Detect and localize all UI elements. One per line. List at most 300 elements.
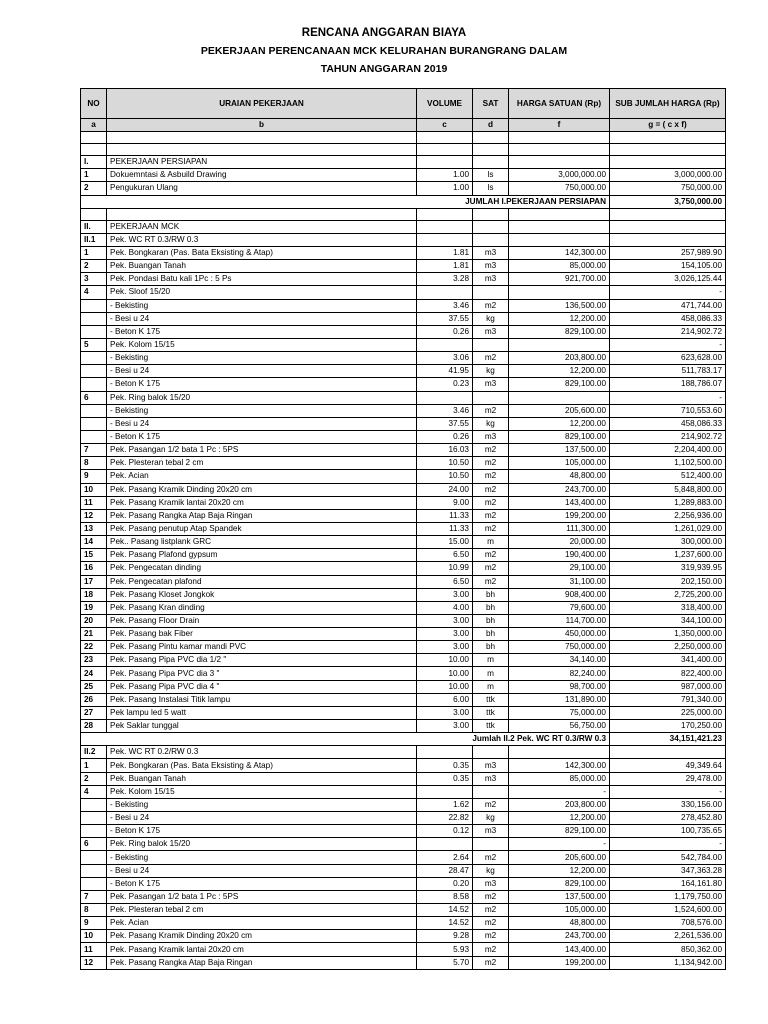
budget-table <box>80 88 726 970</box>
col-key: c <box>417 119 473 132</box>
cell-sub-jumlah: 822,400.00 <box>610 667 726 680</box>
cell-volume: 9.28 <box>417 930 473 943</box>
cell-sub-jumlah: 319,939.95 <box>610 562 726 575</box>
cell-volume: 11.33 <box>417 509 473 522</box>
cell-volume <box>417 233 473 246</box>
cell-uraian: Pek. Pengecatan dinding <box>107 562 417 575</box>
cell-sat <box>473 156 509 169</box>
table-row <box>81 628 726 641</box>
blank-row <box>81 208 726 220</box>
cell-harga-satuan: 829,100.00 <box>509 825 610 838</box>
table-row <box>81 325 726 338</box>
empty-cell <box>417 132 473 144</box>
cell-uraian: Pek. Pasang Pipa PVC dia 1/2 " <box>107 654 417 667</box>
cell-uraian: Pek. Pasang bak Fiber <box>107 628 417 641</box>
cell-sub-jumlah: 225,000.00 <box>610 706 726 719</box>
cell-sat: m2 <box>473 930 509 943</box>
cell-no: II.1 <box>81 233 107 246</box>
cell-uraian: Pek lampu led 5 watt <box>107 706 417 719</box>
cell-sub-jumlah: 29,478.00 <box>610 772 726 785</box>
cell-sub-jumlah <box>610 233 726 246</box>
cell-volume: 10.00 <box>417 680 473 693</box>
cell-sat: m2 <box>473 522 509 535</box>
cell-sat: m <box>473 654 509 667</box>
table-row <box>81 654 726 667</box>
cell-no: 2 <box>81 182 107 195</box>
cell-uraian: Pek. Pasang Rangka Atap Baja Ringan <box>107 956 417 969</box>
cell-uraian: Pek. Sloof 15/20 <box>107 286 417 299</box>
empty-cell <box>509 208 610 220</box>
cell-uraian: - Besi u 24 <box>107 812 417 825</box>
cell-sub-jumlah: 458,086.33 <box>610 312 726 325</box>
cell-uraian: Pengukuran Ulang <box>107 182 417 195</box>
cell-sat: m2 <box>473 457 509 470</box>
cell-sub-jumlah: - <box>610 838 726 851</box>
cell-uraian: Pek. Pasang Kramik Dinding 20x20 cm <box>107 930 417 943</box>
cell-no: 3 <box>81 273 107 286</box>
cell-harga-satuan: 131,890.00 <box>509 693 610 706</box>
cell-sat <box>473 391 509 404</box>
empty-cell <box>107 132 417 144</box>
empty-cell <box>509 132 610 144</box>
table-row <box>81 575 726 588</box>
cell-sub-jumlah <box>610 156 726 169</box>
cell-uraian: - Bekisting <box>107 851 417 864</box>
cell-harga-satuan: 85,000.00 <box>509 772 610 785</box>
cell-volume: 8.58 <box>417 890 473 903</box>
cell-harga-satuan: 48,800.00 <box>509 917 610 930</box>
cell-volume: 3.46 <box>417 404 473 417</box>
cell-sat: kg <box>473 417 509 430</box>
document-year: TAHUN ANGGARAN 2019 <box>320 63 448 75</box>
cell-sub-jumlah: 2,204,400.00 <box>610 444 726 457</box>
cell-sub-jumlah: 2,725,200.00 <box>610 588 726 601</box>
cell-volume: 0.23 <box>417 378 473 391</box>
table-row <box>81 562 726 575</box>
cell-sub-jumlah: 5,848,800.00 <box>610 483 726 496</box>
cell-volume: 14.52 <box>417 904 473 917</box>
cell-volume: 10.50 <box>417 470 473 483</box>
empty-cell <box>610 208 726 220</box>
cell-no <box>81 430 107 443</box>
cell-uraian: Pek. Pasang Pipa PVC dia 4 " <box>107 680 417 693</box>
cell-uraian: Pek.. Pasang listplank GRC <box>107 536 417 549</box>
table-row <box>81 444 726 457</box>
cell-uraian: Pek. Pasang Rangka Atap Baja Ringan <box>107 509 417 522</box>
cell-sat: m3 <box>473 877 509 890</box>
table-row <box>81 746 726 759</box>
cell-sat <box>473 233 509 246</box>
cell-volume: 6.00 <box>417 693 473 706</box>
cell-uraian: Pek. Pasang Kramik lantai 20x20 cm <box>107 943 417 956</box>
cell-harga-satuan: 829,100.00 <box>509 325 610 338</box>
cell-sat: m3 <box>473 378 509 391</box>
cell-uraian: Pek. Plesteran tebal 2 cm <box>107 904 417 917</box>
cell-harga-satuan <box>509 156 610 169</box>
cell-uraian: - Bekisting <box>107 352 417 365</box>
cell-sub-jumlah: 154,105.00 <box>610 260 726 273</box>
cell-volume <box>417 391 473 404</box>
cell-no: 26 <box>81 693 107 706</box>
cell-volume: 3.00 <box>417 641 473 654</box>
cell-no: 9 <box>81 470 107 483</box>
cell-sat: m2 <box>473 562 509 575</box>
cell-uraian: Pek. Kolom 15/15 <box>107 785 417 798</box>
blank-row <box>81 132 726 144</box>
cell-sat <box>473 338 509 351</box>
cell-no: 7 <box>81 890 107 903</box>
cell-uraian: Pek. Plesteran tebal 2 cm <box>107 457 417 470</box>
cell-sat: m2 <box>473 890 509 903</box>
cell-harga-satuan: 143,400.00 <box>509 496 610 509</box>
table-row <box>81 838 726 851</box>
cell-harga-satuan: 111,300.00 <box>509 522 610 535</box>
cell-harga-satuan: 142,300.00 <box>509 246 610 259</box>
cell-no: II. <box>81 220 107 233</box>
cell-harga-satuan <box>509 746 610 759</box>
cell-harga-satuan: - <box>509 785 610 798</box>
cell-sub-jumlah: 330,156.00 <box>610 798 726 811</box>
cell-volume <box>417 156 473 169</box>
cell-sat: m3 <box>473 260 509 273</box>
cell-sat: m2 <box>473 798 509 811</box>
cell-sat: m2 <box>473 496 509 509</box>
table-row <box>81 365 726 378</box>
cell-harga-satuan: 85,000.00 <box>509 260 610 273</box>
cell-sat <box>473 220 509 233</box>
empty-cell <box>107 208 417 220</box>
cell-harga-satuan: 750,000.00 <box>509 182 610 195</box>
cell-sat: m2 <box>473 904 509 917</box>
cell-no: 2 <box>81 772 107 785</box>
cell-sub-jumlah: 3,026,125.44 <box>610 273 726 286</box>
cell-uraian: Pek. Pasang Kramik Dinding 20x20 cm <box>107 483 417 496</box>
table-row <box>81 943 726 956</box>
table-row <box>81 156 726 169</box>
cell-sub-jumlah: 750,000.00 <box>610 182 726 195</box>
cell-no: 11 <box>81 496 107 509</box>
table-row <box>81 299 726 312</box>
cell-no: 15 <box>81 549 107 562</box>
table-row <box>81 536 726 549</box>
cell-sub-jumlah: 512,400.00 <box>610 470 726 483</box>
cell-sub-jumlah: 471,744.00 <box>610 299 726 312</box>
cell-no <box>81 825 107 838</box>
cell-harga-satuan: 105,000.00 <box>509 457 610 470</box>
cell-volume: 0.12 <box>417 825 473 838</box>
cell-sat: m2 <box>473 851 509 864</box>
table-row <box>81 378 726 391</box>
cell-uraian: Pek. Pasang Kran dinding <box>107 601 417 614</box>
cell-sat: kg <box>473 312 509 325</box>
table-row <box>81 851 726 864</box>
cell-uraian: Pek. Pasang penutup Atap Spandek <box>107 522 417 535</box>
table-row <box>81 182 726 195</box>
cell-volume: 9.00 <box>417 496 473 509</box>
table-header-row <box>81 89 726 119</box>
cell-harga-satuan: 199,200.00 <box>509 956 610 969</box>
cell-no: 4 <box>81 785 107 798</box>
cell-no: 13 <box>81 522 107 535</box>
cell-harga-satuan: 105,000.00 <box>509 904 610 917</box>
cell-no: 20 <box>81 614 107 627</box>
cell-volume: 11.33 <box>417 522 473 535</box>
table-row <box>81 549 726 562</box>
table-row <box>81 706 726 719</box>
cell-volume: 15.00 <box>417 536 473 549</box>
table-row <box>81 772 726 785</box>
cell-uraian: - Bekisting <box>107 404 417 417</box>
cell-uraian: Pek. Pasangan 1/2 bata 1 Pc : 5PS <box>107 444 417 457</box>
cell-no: 2 <box>81 260 107 273</box>
cell-harga-satuan: 190,400.00 <box>509 549 610 562</box>
cell-harga-satuan: 203,800.00 <box>509 798 610 811</box>
total-value: 3,750,000.00 <box>610 195 726 208</box>
table-row <box>81 496 726 509</box>
table-row <box>81 956 726 969</box>
cell-volume: 5.70 <box>417 956 473 969</box>
cell-volume: 3.00 <box>417 720 473 733</box>
cell-harga-satuan: 205,600.00 <box>509 851 610 864</box>
cell-no: 19 <box>81 601 107 614</box>
cell-harga-satuan <box>509 338 610 351</box>
table-row <box>81 509 726 522</box>
cell-uraian: Pek. Pasang Floor Drain <box>107 614 417 627</box>
table-row <box>81 720 726 733</box>
cell-volume: 10.50 <box>417 457 473 470</box>
col-key: g = ( c x f) <box>610 119 726 132</box>
cell-no: 25 <box>81 680 107 693</box>
cell-sat: m2 <box>473 956 509 969</box>
cell-harga-satuan: 450,000.00 <box>509 628 610 641</box>
cell-harga-satuan: 136,500.00 <box>509 299 610 312</box>
table-row <box>81 457 726 470</box>
cell-volume <box>417 286 473 299</box>
table-row <box>81 417 726 430</box>
cell-harga-satuan: 114,700.00 <box>509 614 610 627</box>
cell-volume: 24.00 <box>417 483 473 496</box>
cell-sub-jumlah: 344,100.00 <box>610 614 726 627</box>
cell-harga-satuan: 243,700.00 <box>509 483 610 496</box>
cell-sat: ls <box>473 169 509 182</box>
cell-volume: 3.46 <box>417 299 473 312</box>
cell-harga-satuan: 142,300.00 <box>509 759 610 772</box>
cell-no: 8 <box>81 904 107 917</box>
cell-uraian: - Beton K 175 <box>107 325 417 338</box>
cell-sub-jumlah: - <box>610 286 726 299</box>
cell-uraian: PEKERJAAN MCK <box>107 220 417 233</box>
cell-sub-jumlah: 1,179,750.00 <box>610 890 726 903</box>
total-row <box>81 733 726 746</box>
cell-no: 28 <box>81 720 107 733</box>
cell-sub-jumlah: 3,000,000.00 <box>610 169 726 182</box>
table-row <box>81 260 726 273</box>
cell-sub-jumlah: 2,256,936.00 <box>610 509 726 522</box>
cell-sub-jumlah: 214,902.72 <box>610 325 726 338</box>
empty-cell <box>610 144 726 156</box>
cell-uraian: Pek. Ring balok 15/20 <box>107 391 417 404</box>
cell-uraian: Pek. WC RT 0.2/RW 0.3 <box>107 746 417 759</box>
cell-no: 10 <box>81 930 107 943</box>
table-row <box>81 917 726 930</box>
table-row <box>81 680 726 693</box>
cell-uraian: Pek. Pasangan 1/2 bata 1 Pc : 5PS <box>107 890 417 903</box>
cell-sat: m2 <box>473 509 509 522</box>
cell-no: 6 <box>81 391 107 404</box>
cell-harga-satuan: 199,200.00 <box>509 509 610 522</box>
cell-uraian: Pek. Ring balok 15/20 <box>107 838 417 851</box>
cell-volume: 10.00 <box>417 654 473 667</box>
cell-sat: m2 <box>473 352 509 365</box>
cell-volume <box>417 338 473 351</box>
col-header-uraian: URAIAN PEKERJAAN <box>107 89 417 119</box>
cell-uraian: - Beton K 175 <box>107 430 417 443</box>
cell-uraian: - Bekisting <box>107 299 417 312</box>
cell-sub-jumlah: 318,400.00 <box>610 601 726 614</box>
cell-harga-satuan: 82,240.00 <box>509 667 610 680</box>
table-row <box>81 169 726 182</box>
cell-harga-satuan: 750,000.00 <box>509 641 610 654</box>
cell-uraian: Pek. Pondasi Batu kali 1Pc : 5 Ps <box>107 273 417 286</box>
cell-harga-satuan: - <box>509 838 610 851</box>
empty-cell <box>107 144 417 156</box>
cell-volume: 2.64 <box>417 851 473 864</box>
empty-cell <box>81 208 107 220</box>
cell-no: 23 <box>81 654 107 667</box>
cell-sat: m3 <box>473 772 509 785</box>
cell-harga-satuan: 829,100.00 <box>509 378 610 391</box>
cell-no: 1 <box>81 759 107 772</box>
cell-volume: 6.50 <box>417 549 473 562</box>
cell-sub-jumlah: 170,250.00 <box>610 720 726 733</box>
cell-uraian: Pek. Pasang Kramik lantai 20x20 cm <box>107 496 417 509</box>
cell-volume: 0.26 <box>417 430 473 443</box>
cell-sub-jumlah: 1,134,942.00 <box>610 956 726 969</box>
cell-harga-satuan <box>509 220 610 233</box>
cell-sat: kg <box>473 812 509 825</box>
cell-volume: 10.99 <box>417 562 473 575</box>
cell-no: 5 <box>81 338 107 351</box>
total-label: Jumlah II.2 Pek. WC RT 0.3/RW 0.3 <box>81 733 610 746</box>
cell-no: 16 <box>81 562 107 575</box>
cell-sat: m2 <box>473 943 509 956</box>
cell-sub-jumlah: 710,553.60 <box>610 404 726 417</box>
cell-no <box>81 404 107 417</box>
cell-no <box>81 877 107 890</box>
cell-sat: ttk <box>473 706 509 719</box>
cell-sat <box>473 746 509 759</box>
table-row <box>81 220 726 233</box>
table-row <box>81 812 726 825</box>
cell-no <box>81 851 107 864</box>
table-row <box>81 930 726 943</box>
cell-harga-satuan: 31,100.00 <box>509 575 610 588</box>
cell-sub-jumlah: 1,102,500.00 <box>610 457 726 470</box>
table-row <box>81 352 726 365</box>
table-row <box>81 904 726 917</box>
cell-no: 18 <box>81 588 107 601</box>
table-row <box>81 588 726 601</box>
cell-no: 7 <box>81 444 107 457</box>
cell-volume: 0.35 <box>417 772 473 785</box>
cell-sub-jumlah: 2,250,000.00 <box>610 641 726 654</box>
cell-volume: 0.35 <box>417 759 473 772</box>
cell-harga-satuan <box>509 286 610 299</box>
document-title: RENCANA ANGGARAN BIAYA <box>301 27 467 39</box>
cell-volume: 0.20 <box>417 877 473 890</box>
cell-volume: 41.95 <box>417 365 473 378</box>
cell-sat: m2 <box>473 444 509 457</box>
cell-no: 21 <box>81 628 107 641</box>
cell-sub-jumlah: 708,576.00 <box>610 917 726 930</box>
cell-volume: 3.00 <box>417 706 473 719</box>
cell-volume: 28.47 <box>417 864 473 877</box>
cell-sat: m2 <box>473 299 509 312</box>
cell-uraian: Pek. WC RT 0.3/RW 0.3 <box>107 233 417 246</box>
cell-sub-jumlah: 257,989.90 <box>610 246 726 259</box>
cell-no <box>81 417 107 430</box>
col-key: f <box>509 119 610 132</box>
cell-sat: m2 <box>473 575 509 588</box>
cell-volume: 0.26 <box>417 325 473 338</box>
empty-cell <box>81 144 107 156</box>
cell-no <box>81 378 107 391</box>
cell-harga-satuan: 829,100.00 <box>509 877 610 890</box>
cell-volume <box>417 785 473 798</box>
cell-uraian: Pek. Pengecatan plafond <box>107 575 417 588</box>
blank-row <box>81 144 726 156</box>
cell-sub-jumlah: 188,786.07 <box>610 378 726 391</box>
cell-harga-satuan: 34,140.00 <box>509 654 610 667</box>
cell-sat: m3 <box>473 325 509 338</box>
cell-uraian: - Beton K 175 <box>107 825 417 838</box>
cell-no <box>81 352 107 365</box>
cell-sat: ttk <box>473 720 509 733</box>
empty-cell <box>473 208 509 220</box>
cell-volume: 3.00 <box>417 588 473 601</box>
total-row <box>81 195 726 208</box>
cell-volume: 1.62 <box>417 798 473 811</box>
table-row <box>81 286 726 299</box>
cell-volume <box>417 838 473 851</box>
cell-volume: 16.03 <box>417 444 473 457</box>
table-row <box>81 233 726 246</box>
cell-no: 22 <box>81 641 107 654</box>
cell-volume: 3.28 <box>417 273 473 286</box>
cell-no: 4 <box>81 286 107 299</box>
cell-sub-jumlah: 791,340.00 <box>610 693 726 706</box>
table-row <box>81 312 726 325</box>
table-row <box>81 890 726 903</box>
table-row <box>81 470 726 483</box>
cell-uraian: - Besi u 24 <box>107 365 417 378</box>
cell-volume: 5.93 <box>417 943 473 956</box>
cell-uraian: - Beton K 175 <box>107 877 417 890</box>
document-header <box>0 24 768 78</box>
cell-no: 10 <box>81 483 107 496</box>
table-row <box>81 522 726 535</box>
cell-sub-jumlah: 347,363.28 <box>610 864 726 877</box>
cell-no: 8 <box>81 457 107 470</box>
cell-no: 1 <box>81 246 107 259</box>
col-key: b <box>107 119 417 132</box>
cell-sub-jumlah: 300,000.00 <box>610 536 726 549</box>
cell-no <box>81 798 107 811</box>
cell-sub-jumlah: 1,524,600.00 <box>610 904 726 917</box>
cell-volume: 3.00 <box>417 628 473 641</box>
cell-uraian: Pek. Pasang Pintu kamar mandi PVC <box>107 641 417 654</box>
cell-sat: m3 <box>473 273 509 286</box>
